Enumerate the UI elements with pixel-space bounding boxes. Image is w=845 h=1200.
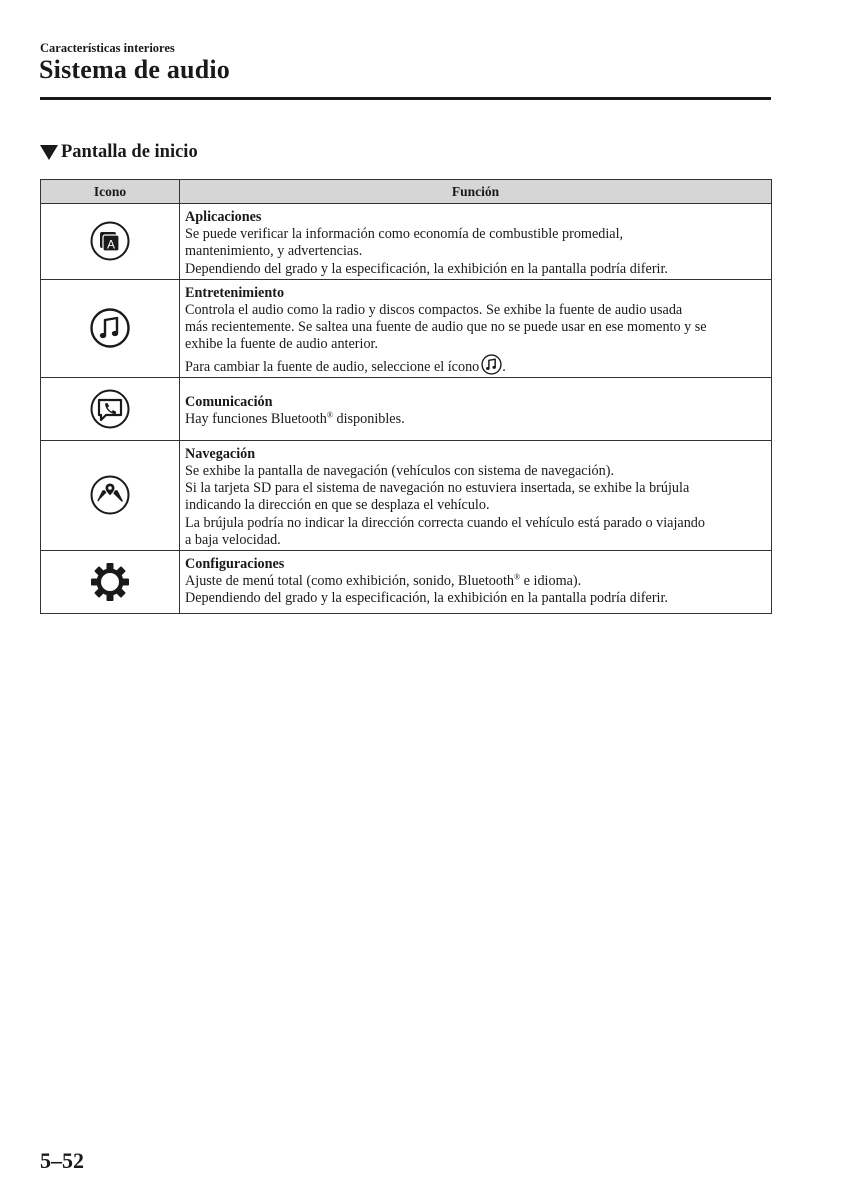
row-text: Se exhibe la pantalla de navegación (vehículos con sistema de navegación). xyxy=(185,463,615,480)
page-title: Sistema de audio xyxy=(39,55,231,84)
icon-cell xyxy=(41,440,180,550)
row-text: indicando la dirección en que se desplaza el vehículo. xyxy=(185,497,490,514)
text-cell xyxy=(180,440,772,550)
row-title: Configuraciones xyxy=(185,556,285,573)
row-title: Aplicaciones xyxy=(185,209,262,225)
music-note-inline-icon xyxy=(481,354,502,375)
gear-icon xyxy=(90,562,130,602)
table-row xyxy=(41,279,772,377)
table-row xyxy=(41,551,772,614)
row-text xyxy=(185,573,765,590)
title-rule xyxy=(40,97,771,100)
text-cell xyxy=(180,551,772,614)
row-title: Entretenimiento xyxy=(185,284,285,301)
text-cell xyxy=(180,377,772,440)
text-cell xyxy=(180,279,772,377)
row-text-part: Hay funciones Bluetooth xyxy=(185,411,327,428)
row-text: exhibe la fuente de audio anterior. xyxy=(185,336,379,353)
home-screen-table xyxy=(40,179,772,614)
table-row xyxy=(41,377,772,440)
row-text: Dependiendo del grado y la especificación, la exhibición en la pantalla podría diferir. xyxy=(185,260,668,277)
row-text: Para cambiar la fuente de audio, seleccione el ícono xyxy=(185,358,480,375)
text-cell xyxy=(180,204,772,280)
row-text-with-icon xyxy=(185,354,765,376)
row-text-part: e idioma). xyxy=(520,573,582,590)
icon-cell xyxy=(41,204,180,280)
row-text: La brújula podría no indicar la dirección correcta cuando el vehículo está parado o viajando xyxy=(185,514,705,531)
column-header-icon: Icono xyxy=(41,180,180,204)
icon-cell xyxy=(41,279,180,377)
svg-text:NAV: NAV xyxy=(102,497,118,507)
icon-cell xyxy=(41,551,180,614)
subheading xyxy=(40,142,198,163)
row-text: . xyxy=(502,358,506,375)
row-text: Si la tarjeta SD para el sistema de navegación no estuviera insertada, se exhibe la brújula xyxy=(185,480,690,497)
registered-mark: ® xyxy=(326,410,333,420)
subheading-text: Pantalla de inicio xyxy=(61,142,198,162)
phone-message-icon xyxy=(90,389,130,429)
table-header-row xyxy=(41,180,772,204)
svg-text:A: A xyxy=(106,237,116,252)
row-text-part: Ajuste de menú total (como exhibición, sonido, Bluetooth xyxy=(185,573,515,590)
row-text: más recientemente. Se saltea una fuente de audio que no se puede usar en ese momento y se xyxy=(185,319,707,336)
row-text-part: disponibles. xyxy=(332,411,405,428)
registered-mark: ® xyxy=(514,572,521,582)
row-text: Se puede verificar la información como economía de combustible promedial, xyxy=(185,226,624,243)
column-header-function: Función xyxy=(180,180,772,204)
row-text: mantenimiento, y advertencias. xyxy=(185,243,363,260)
row-text xyxy=(185,411,765,428)
row-text: Controla el audio como la radio y discos compactos. Se exhibe la fuente de audio usada xyxy=(185,302,683,319)
navigation-icon xyxy=(90,475,130,515)
row-text: a baja velocidad. xyxy=(185,531,281,548)
table-row xyxy=(41,204,772,280)
triangle-down-icon xyxy=(40,145,58,160)
page-number: 5–52 xyxy=(40,1148,84,1173)
row-text: Dependiendo del grado y la especificación, la exhibición en la pantalla podría diferir. xyxy=(185,590,668,607)
icon-cell xyxy=(41,377,180,440)
table-row xyxy=(41,440,772,550)
music-note-icon xyxy=(90,308,130,348)
row-title: Navegación xyxy=(185,445,256,462)
row-title: Comunicación xyxy=(185,393,273,410)
apps-icon xyxy=(90,221,130,261)
section-label: Características interiores xyxy=(40,41,175,55)
